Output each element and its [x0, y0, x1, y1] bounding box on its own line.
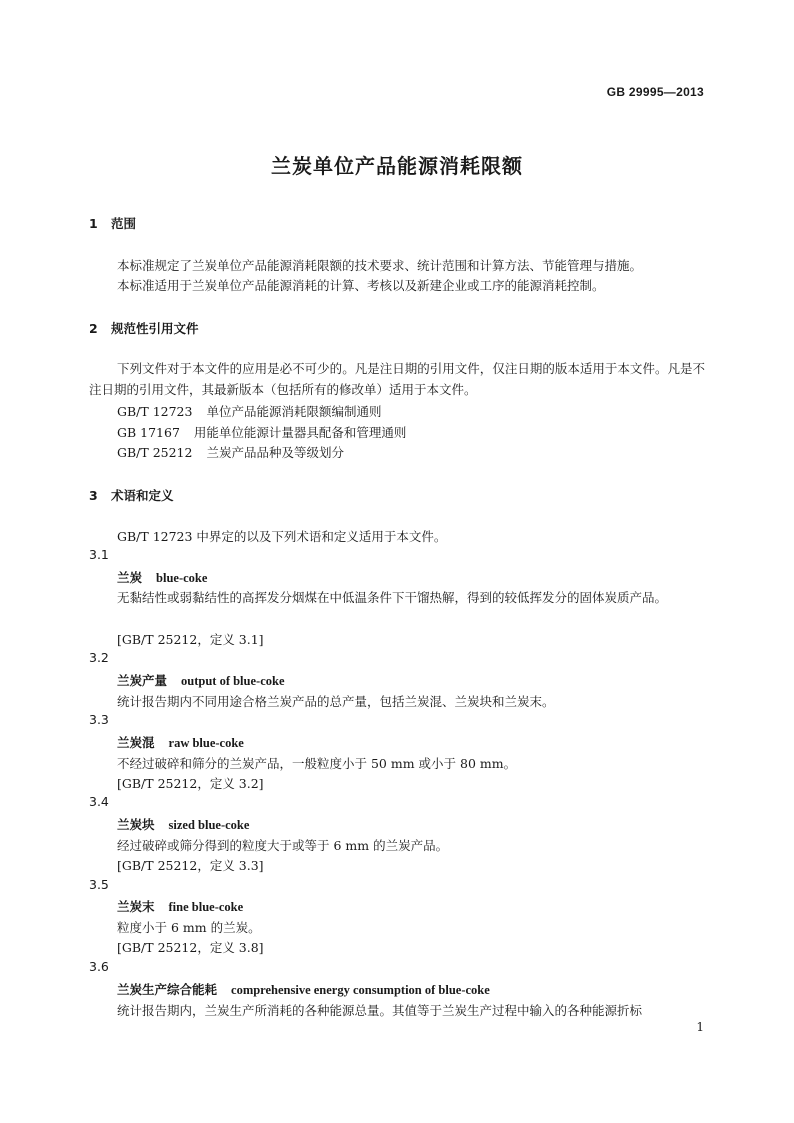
term-zh: 兰炭混: [117, 735, 155, 750]
term-source: [GB/T 25212，定义 3.3]: [117, 858, 264, 873]
reference-code: GB 17167: [117, 425, 180, 440]
section-number: 2: [89, 321, 98, 336]
term-heading: [117, 897, 243, 915]
reference-code: GB/T 12723: [117, 404, 193, 419]
clause-number: 3.3: [89, 712, 109, 727]
clause-number: 3.1: [89, 547, 109, 562]
term-source: [GB/T 25212，定义 3.2]: [117, 776, 264, 791]
section-number: 1: [89, 216, 98, 231]
clause-number: 3.6: [89, 959, 109, 974]
section-2-heading: [89, 319, 199, 337]
term-en: raw blue-coke: [168, 736, 244, 750]
term-source: [GB/T 25212，定义 3.8]: [117, 940, 264, 955]
clause-number: 3.2: [89, 650, 109, 665]
term-source: [GB/T 25212，定义 3.1]: [117, 632, 264, 647]
reference-code: GB/T 25212: [117, 445, 193, 460]
term-heading: [117, 815, 249, 833]
term-zh: 兰炭生产综合能耗: [117, 982, 218, 997]
reference-item: [117, 422, 406, 443]
section-number: 3: [89, 488, 98, 503]
reference-item: [117, 401, 381, 422]
clause-number: 3.4: [89, 794, 109, 809]
term-heading: [117, 733, 244, 751]
section-title: 规范性引用文件: [111, 321, 199, 336]
term-definition: 统计报告期内不同用途合格兰炭产品的总产量，包括兰炭混、兰炭块和兰炭末。: [117, 694, 555, 709]
paragraph: 本标准规定了兰炭单位产品能源消耗限额的技术要求、统计范围和计算方法、节能管理与措施。: [117, 258, 643, 273]
term-definition: 粒度小于 6 mm 的兰炭。: [117, 920, 261, 935]
paragraph: 本标准适用于兰炭单位产品能源消耗的计算、考核以及新建企业或工序的能源消耗控制。: [117, 278, 605, 293]
page-title: 兰炭单位产品能源消耗限额: [271, 154, 523, 178]
standard-code: GB 29995—2013: [606, 85, 704, 99]
paragraph: 下列文件对于本文件的应用是必不可少的。凡是注日期的引用文件，仅注日期的版本适用于本文件。凡是不注日期的引用文件，其最新版本（包括所有的修改单）适用于本文件。: [89, 361, 705, 397]
paragraph: GB/T 12723 中界定的以及下列术语和定义适用于本文件。: [117, 529, 447, 544]
term-en: fine blue-coke: [168, 900, 244, 914]
section-1-heading: [89, 214, 136, 232]
term-zh: 兰炭: [117, 570, 143, 585]
term-definition: 无黏结性或弱黏结性的高挥发分烟煤在中低温条件下干馏热解，得到的较低挥发分的固体炭质产品。: [117, 590, 668, 605]
section-title: 术语和定义: [111, 488, 174, 503]
page-number: 1: [696, 1020, 704, 1034]
term-zh: 兰炭产量: [117, 673, 168, 688]
term-heading: [117, 980, 490, 998]
term-zh: 兰炭末: [117, 899, 155, 914]
term-en: comprehensive energy consumption of blue-coke: [231, 983, 490, 997]
reference-name: 用能单位能源计量器具配备和管理通则: [193, 425, 407, 440]
term-heading: [117, 568, 207, 586]
term-en: output of blue-coke: [181, 674, 285, 688]
term-zh: 兰炭块: [117, 817, 155, 832]
reference-name: 兰炭产品品种及等级划分: [206, 445, 344, 460]
term-definition: 经过破碎或筛分得到的粒度大于或等于 6 mm 的兰炭产品。: [117, 838, 449, 853]
term-en: blue-coke: [156, 571, 208, 585]
term-heading: [117, 671, 285, 689]
reference-name: 单位产品能源消耗限额编制通则: [206, 404, 382, 419]
term-definition: 不经过破碎和筛分的兰炭产品，一般粒度小于 50 mm 或小于 80 mm。: [117, 756, 517, 771]
clause-number: 3.5: [89, 877, 109, 892]
section-3-heading: [89, 486, 174, 504]
term-definition: 统计报告期内，兰炭生产所消耗的各种能源总量。其值等于兰炭生产过程中输入的各种能源折标: [117, 1003, 643, 1018]
reference-item: [117, 442, 344, 463]
term-en: sized blue-coke: [168, 818, 250, 832]
section-title: 范围: [111, 216, 137, 231]
